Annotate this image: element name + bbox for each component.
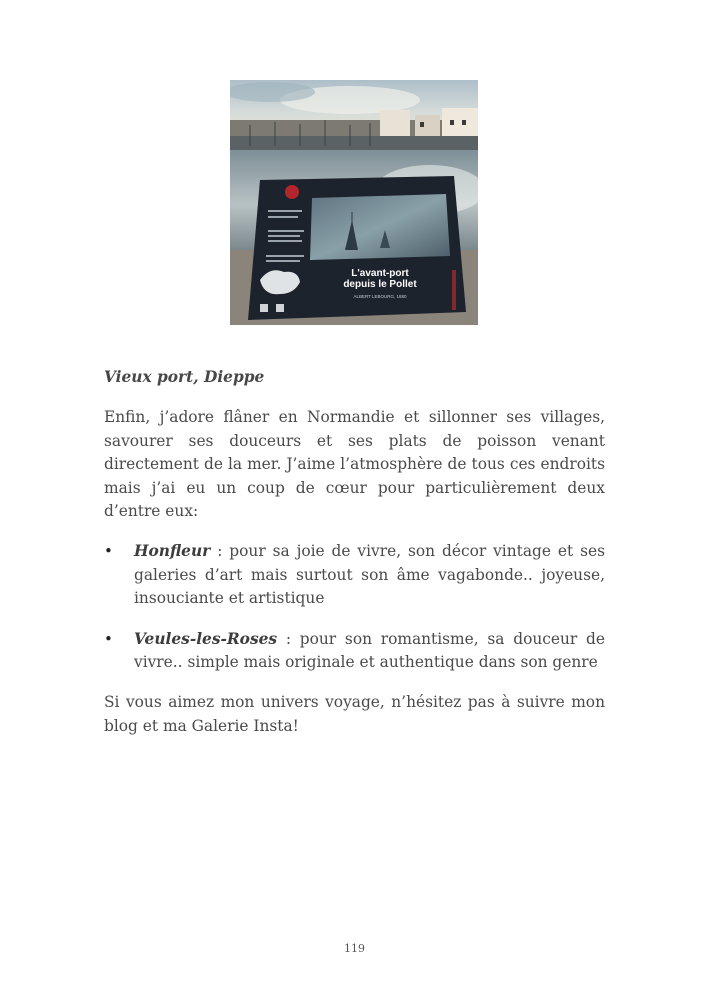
plaque-subtitle: ALBERT LEBOURG, 1880 <box>353 294 407 299</box>
bullet-icon: • <box>104 629 113 648</box>
favorite-places-list <box>104 540 605 674</box>
plaque-title-line1: L'avant-port <box>351 268 409 279</box>
list-item <box>104 628 605 675</box>
page-body <box>104 366 605 755</box>
page-number: 119 <box>344 942 365 955</box>
place-name-honfleur: Honfleur <box>134 542 211 561</box>
photo-caption: Vieux port, Dieppe <box>104 368 265 386</box>
place-name-veules-les-roses: Veules-les-Roses <box>134 629 278 648</box>
place-description: : pour sa joie de vivre, son décor vintage et ses galeries d’art mais surtout son âme vagabonde.. joyeuse, insouciante et artistique <box>134 542 605 608</box>
closing-paragraph: Si vous aimez mon univers voyage, n’hésitez pas à suivre mon blog et ma Galerie Insta! <box>104 693 605 735</box>
bullet-icon: • <box>104 542 113 561</box>
harbor-plaque-photo <box>230 80 478 325</box>
plaque-title-line2: depuis le Pollet <box>343 279 417 290</box>
place-description: : pour son romantisme, sa douceur de vivre.. simple mais originale et authentique dans son genre <box>134 629 605 672</box>
list-item <box>104 540 605 610</box>
intro-paragraph: Enfin, j’adore flâner en Normandie et sillonner ses villages, savourer ses douceurs et ses plats de poisson venant directement de la mer. J’aime l’atmosphère de tous ces endroits mais j’ai eu un coup de cœur pour particulièrement deux d’entre eux: <box>104 408 605 521</box>
